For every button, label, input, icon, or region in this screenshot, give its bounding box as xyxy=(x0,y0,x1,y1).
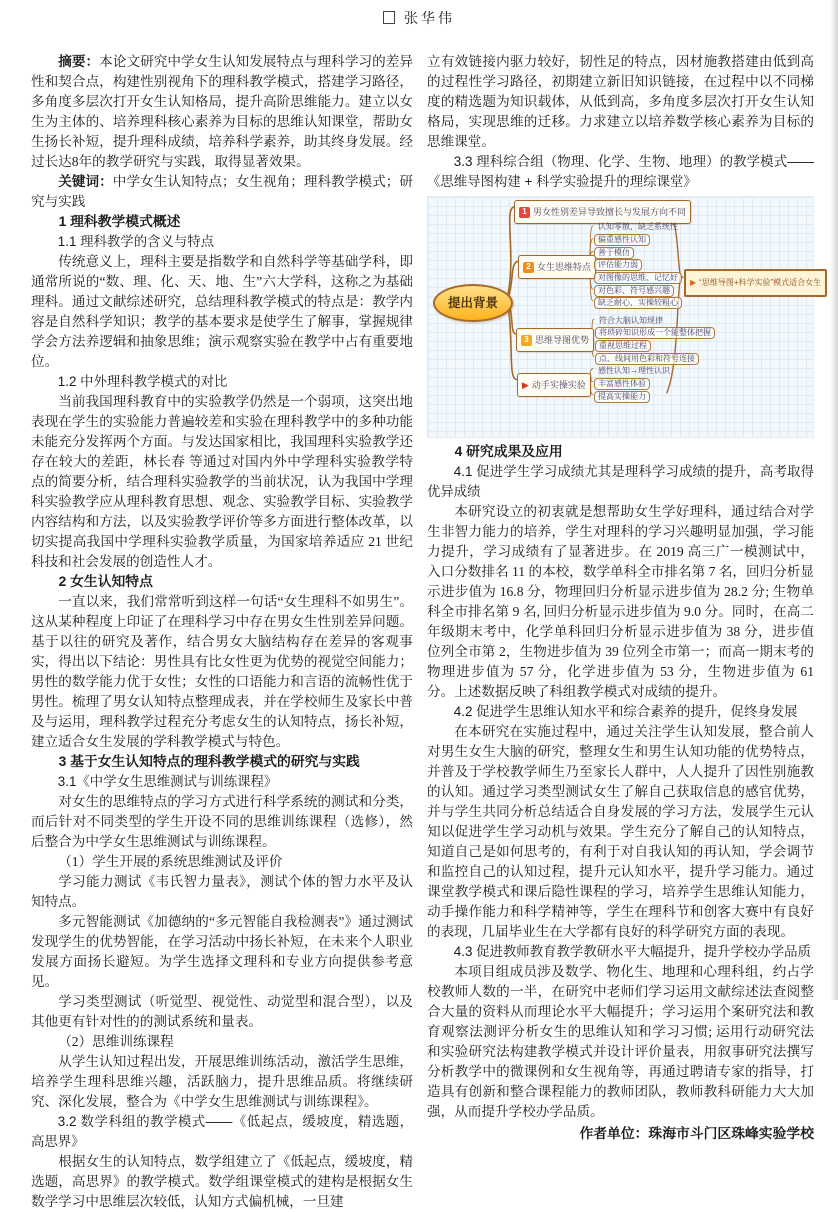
mindmap-conclusion-box xyxy=(684,269,827,297)
leaf-item: 对图像的思维、记忆好 xyxy=(594,272,682,284)
abstract-label: 摘要： xyxy=(58,54,100,69)
conclusion-label: “思维导图+科学实验”模式适合女生 xyxy=(699,278,822,287)
leaf-item: 善于模仿 xyxy=(594,247,634,259)
subsection-heading-4-1: 4.1 促进学生学习成绩尤其是理科学习成绩的提升，高考取得优异成绩 xyxy=(427,464,814,499)
paragraph: 在本研究在实施过程中，通过关注学生认知发展，整合前人对男生女生大脑的研究，整理女生和男生认知功能的优势特点，并普及于学校教学师生乃至家长人群中，人人提升了因性别施教的认知。通过学习类型测试女生了解自己获取信息的感官优势，并与学生共同分析总结适合自身发展的学习方法，发展学生元认知以促进学生学习动机与效果。学生充分了解自己的认知特点，知道自己是如何思考的，有利于对自我认知的再认知，学会调节和监控自己的认知过程，提升元认知水平，提升学习能力。通过课堂教学模式和课后隐性课程的学习，培养学生思维认知能力，动手操作能力和科学精神等，学生在理科节和创客大赛中有良好的表现，几届毕业生在大学都有良好的科学研究方面的表现。 xyxy=(427,724,814,939)
paragraph: 多元智能测试《加德纳的“多元智能自我检测表”》通过测试发现学生的优势智能，在学习活动中扬长补短，在未来个人职业发展方面扬长避短。为学生选择文理科和专业方向提供参考意见。 xyxy=(31,914,413,989)
leaf-item: 感性认知→理性认识 xyxy=(598,366,670,375)
subsection-heading-1-2: 1.2 中外理科教学模式的对比 xyxy=(57,374,228,389)
author-name: 张华伟 xyxy=(404,12,455,27)
leaf-item: 重视思维过程 xyxy=(595,340,651,352)
paragraph: 学习能力测试《韦氏智力量表》，测试个体的智力水平及认知特点。 xyxy=(31,874,413,909)
badge-1-icon: 1 xyxy=(519,207,530,218)
subsection-heading-4-3: 4.3 促进教师教育教学教研水平大幅提升，提升学校办学品质 xyxy=(453,944,811,959)
abstract xyxy=(31,52,413,172)
branch-3-label: 思维导图优势 xyxy=(535,335,590,345)
subsection-heading-4-2: 4.2 促进学生思维认知水平和综合素养的提升，促终身发展 xyxy=(453,704,798,719)
subsection-heading-3-1: 3.1《中学女生思维测试与训练课程》 xyxy=(57,774,278,789)
branch-1-label: 男女性别差异导致擅长与发展方向不同 xyxy=(533,207,687,217)
author-line xyxy=(0,8,838,28)
paragraph: （2）思维训练课程 xyxy=(58,1034,174,1049)
subsection-heading-3-2: 3.2 数学科组的教学模式——《低起点，缓坡度，精选题，高思界》 xyxy=(31,1114,413,1149)
paragraph: 对女生的思维特点的学习方式进行科学系统的测试和分类，而后针对不同类型的学生开设不同的思维训练课程（选修），然后整合为中学女生思维测试与训练课程。 xyxy=(31,794,413,849)
keywords-label: 关键词： xyxy=(58,174,113,189)
right-column xyxy=(427,52,822,1144)
badge-3-icon: 3 xyxy=(521,335,532,346)
keywords-text: 中学女生认知特点；女生视角；理科教学模式；研究与实践 xyxy=(31,174,414,209)
section-heading-1: 1 理科教学模式概述 xyxy=(58,214,181,229)
mindmap-figure xyxy=(427,196,822,438)
paragraph: 传统意义上，理科主要是指数学和自然科学等基础学科，即通常所说的“数、理、化、天、地、生”六大学科，这称之为基础理科。通过文献综述研究，总结理科教学模式的特点是：教学内容是自然科学知识；教学的基本要求是使学生了解事，掌握规律学会方法养逻辑和抽象思维；演示观察实验在教学中占有重要地位。 xyxy=(31,254,413,369)
mindmap-branch-3 xyxy=(516,328,594,352)
publisher-mark-icon xyxy=(383,11,395,24)
scan-edge xyxy=(830,0,838,1000)
paragraph: （1）学生开展的系统思维测试及评价 xyxy=(58,854,283,869)
paragraph: 从学生认知过程出发，开展思维训练活动，激活学生思维，培养学生理科思维兴趣，活跃脑力，提升思维品质。将继续研究、深化发展，整合为《中学女生思维测试与训练课程》。 xyxy=(31,1054,413,1109)
author-affiliation: 作者单位：珠海市斗门区珠峰实验学校 xyxy=(579,1126,814,1141)
leaf-item: 认知零散，缺乏系统性 xyxy=(598,222,678,231)
leaf-item: 符合大脑认知规律 xyxy=(599,316,663,325)
leaf-item: 偏重感性认知 xyxy=(594,234,650,246)
branch-4-label: 动手实操实验 xyxy=(531,380,586,390)
subsection-heading-1-1: 1.1 理科教学的含义与特点 xyxy=(57,234,215,249)
left-column xyxy=(31,52,413,1212)
abstract-text: 本论文研究中学女生认知发展特点与理科学习的差异性和契合点，构建性别视角下的理科教学模式，搭建学习路径，多角度多层次打开女生认知格局，提升高阶思维能力。建立以女生为主体的、培养理科核心素养为目标的思维认知课堂，帮助女生扬长补短，提升理科成绩，培养科学素养，助其终身发展。经过长达8年的教学研究与实践，取得显著效果。 xyxy=(31,54,414,169)
leaf-item: 提高实操能力 xyxy=(594,391,650,403)
subsection-heading-3-3: 3.3 理科综合组（物理、化学、生物、地理）的教学模式——《思维导图构建 + 科学实验提升的理综课堂》 xyxy=(427,154,814,189)
flag-icon: ▶ xyxy=(522,379,529,390)
branch-2-label: 女生思维特点 xyxy=(537,262,592,272)
paragraph: 本项目组成员涉及数学、物化生、地理和心理科组，约占学校教师人数的一半，在研究中老师们学习运用文献综述法查阅整合大量的资料从而理论水平大幅提升；学习运用个案研究法和教育观察法测评分析女生的思维认知和学习习惯; 运用行动研究法和实验研究法构建教学模式并设计评价量表，用叙事研究法撰写分析教学中的微课例和女生视角等，再通过聘请专家的指导，打造具有创新和整合课程能力的教师团队，教师教科研能力大大加强，从而提升学校办学品质。 xyxy=(427,964,814,1119)
section-heading-3: 3 基于女生认知特点的理科教学模式的研究与实践 xyxy=(58,754,360,769)
mindmap-branch-2 xyxy=(518,255,596,279)
leaf-item: 将琐碎知识形成一个能整体把握 xyxy=(595,327,715,339)
leaf-item: 丰富感性体验 xyxy=(594,378,650,390)
paragraph: 一直以来，我们常常听到这样一句话“女生理科不如男生”。这从某种程度上印证了在理科学习中存在男女生性别差异问题。基于以往的研究及著作，结合男女大脑结构存在差异的客观事实，得出以下结论：男性具有比女性更为优势的视觉空间能力；男性的数学能力优于女性；女性的口语能力和言语的流畅性优于男性。梳理了男女认知特点整理成表，并在学校师生及家长中普及与运用，理科教学过程充分考虑女生的认知特点，扬长补短，建立适合女生发展的学科教学模式与特色。 xyxy=(31,594,413,749)
leaf-item: 缺乏耐心，实操较粗心 xyxy=(594,297,682,309)
arrow-icon: ▶ xyxy=(690,278,697,287)
paragraph: 学习类型测试（听觉型、视觉性、动觉型和混合型），以及其他更有针对性的的测试系统和量表。 xyxy=(31,994,413,1029)
leaf-item: 点、线间用色彩和符号连接 xyxy=(595,353,699,365)
mindmap-root-node: 提出背景 xyxy=(433,284,513,322)
section-heading-2: 2 女生认知特点 xyxy=(58,574,153,589)
section-heading-4: 4 研究成果及应用 xyxy=(454,444,563,459)
leaf-item: 对色彩、符号感兴趣 xyxy=(594,285,674,297)
keywords xyxy=(31,172,413,212)
leaf-item: 评估能力弱 xyxy=(594,259,642,271)
paragraph: 根据女生的认知特点，数学组建立了《低起点，缓坡度，精选题，高思界》的教学模式。数学组课堂模式的建构是根据女生数学学习中思维层次较低，认知方式偏机械，一旦建 xyxy=(31,1154,413,1209)
badge-2-icon: 2 xyxy=(523,262,534,273)
mindmap-branch-4 xyxy=(517,373,591,397)
paragraph: 当前我国理科教育中的实验教学仍然是一个弱项，这突出地表现在学生的实验能力普遍较差和实验在理科教学中的多种功能未能充分发挥两个方面。与发达国家相比，我国理科实验教学还存在较大的差距，林长春 等通过对国内外中学理科实验教学特点的简要分析，结合理科实验教学的当前状况，认为我国中学理科实验教学应从理科教育思想、观念、实验教学目标、实验教学内容结构和方法，以及实验教学评价等多方面进行整体改革，以切实提高我国中学理科实验教学质量，为国家培养适应 21 世纪科技和社会发展的创造性人才。 xyxy=(31,394,413,569)
paragraph-continuation: 立有效链接内驱力较好，韧性足的特点，因材施教搭建由低到高的过程性学习路径，初期建立新旧知识链接，在过程中以不同梯度的精选题为知识载体，从低到高，多角度多层次打开女生认知格局，实现思维的迁移。力求建立以培养数学核心素养为目标的思维课堂。 xyxy=(427,54,814,149)
paragraph: 本研究设立的初衷就是想帮助女生学好理科，通过结合对学生非智力能力的培养，学生对理科的学习兴趣明显加强，学习能力提升，学习成绩有了显著进步。在 2019 高三广一模测试中，入口分数排名 11 的本校，数学单科全市排名第 7 名，回归分析显示进步值为 16.8 分，物理回归分析显示进步值为 28.2 分; 生物单科全市排名第 9 名, 回归分析显示进步值为 9.0 分。同时，在高二年级期末考中，化学单科回归分析显示进步值为 38 分，进步值位列全市第 2，生物进步值为 39 位列全市第一；而高一期末考的物理进步值为 57 分，化学进步值为 53 分，生物进步值为 61 分。上述数据反映了科组教学模式对成绩的提升。 xyxy=(427,504,814,699)
